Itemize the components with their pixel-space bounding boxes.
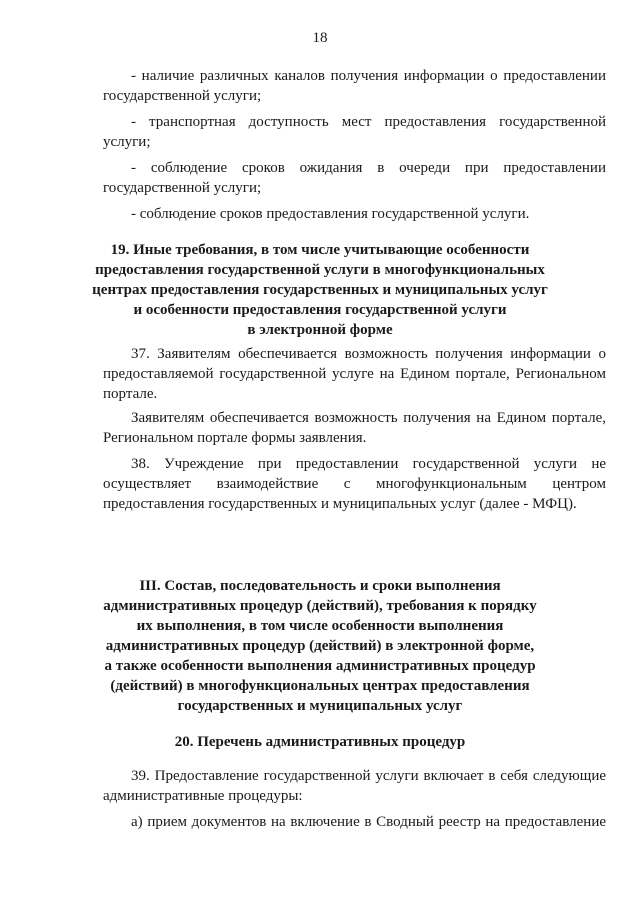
page-number: 18: [312, 30, 328, 46]
list-item-line: - транспортная доступность мест предоставления государственной: [131, 114, 606, 130]
list-item-channels: [103, 66, 606, 106]
paragraph-line: предоставляемой государственной услуге на Едином портале, Региональном: [103, 366, 606, 382]
paragraph-39: [103, 766, 606, 806]
list-item-deadlines: [103, 204, 606, 224]
list-item-queue: [103, 158, 606, 198]
heading-line: их выполнения, в том числе особенности выполнения: [136, 618, 504, 634]
heading-line: центрах предоставления государственных и муниципальных услуг: [92, 282, 548, 298]
section-19-heading: [0, 240, 640, 340]
heading-line: государственных и муниципальных услуг: [177, 698, 463, 714]
list-item-line: государственной услуги;: [103, 88, 262, 104]
heading-line: а также особенности выполнения административных процедур: [104, 658, 536, 674]
section-3-heading: [0, 576, 640, 716]
paragraph-line: предоставления государственных и муниципальных услуг (далее - МФЦ).: [103, 496, 577, 512]
list-item-line: - соблюдение сроков ожидания в очереди при предоставлении: [131, 160, 606, 176]
paragraph-line: 38. Учреждение при предоставлении государственной услуги не: [131, 456, 606, 472]
paragraph-line: административные процедуры:: [103, 788, 303, 804]
list-item-line: - соблюдение сроков предоставления государственной услуги.: [131, 206, 530, 222]
heading-line: административных процедур (действий), требования к порядку: [103, 598, 537, 614]
paragraph-line: осуществляет взаимодействие с многофункциональным центром: [103, 476, 606, 492]
paragraph-line: Заявителям обеспечивается возможность получения на Едином портале,: [131, 410, 606, 426]
heading-line: административных процедур (действий) в электронной форме,: [105, 638, 535, 654]
paragraph-38: [103, 454, 606, 514]
paragraph-line: 37. Заявителям обеспечивается возможность получения информации о: [131, 346, 606, 362]
section-20-heading: 20. Перечень административных процедур: [174, 734, 466, 750]
heading-line: III. Состав, последовательность и сроки выполнения: [139, 578, 501, 594]
paragraph-line: портале.: [103, 386, 158, 402]
paragraph-37-forms: [103, 408, 606, 448]
list-item-a: [103, 812, 606, 832]
paragraph-line: а) прием документов на включение в Сводный реестр на предоставление: [131, 814, 606, 830]
list-item-line: услуги;: [103, 134, 151, 150]
heading-line: 19. Иные требования, в том числе учитывающие особенности: [110, 242, 530, 258]
list-item-transport: [103, 112, 606, 152]
heading-line: в электронной форме: [247, 322, 393, 338]
paragraph-37: [103, 344, 606, 404]
heading-line: и особенности предоставления государственной услуги: [133, 302, 507, 318]
paragraph-line: 39. Предоставление государственной услуги включает в себя следующие: [131, 768, 606, 784]
paragraph-line: Региональном портале формы заявления.: [103, 430, 367, 446]
list-item-line: - наличие различных каналов получения информации о предоставлении: [131, 68, 606, 84]
list-item-line: государственной услуги;: [103, 180, 262, 196]
heading-line: (действий) в многофункциональных центрах предоставления: [110, 678, 530, 694]
heading-line: предоставления государственной услуги в многофункциональных: [95, 262, 545, 278]
